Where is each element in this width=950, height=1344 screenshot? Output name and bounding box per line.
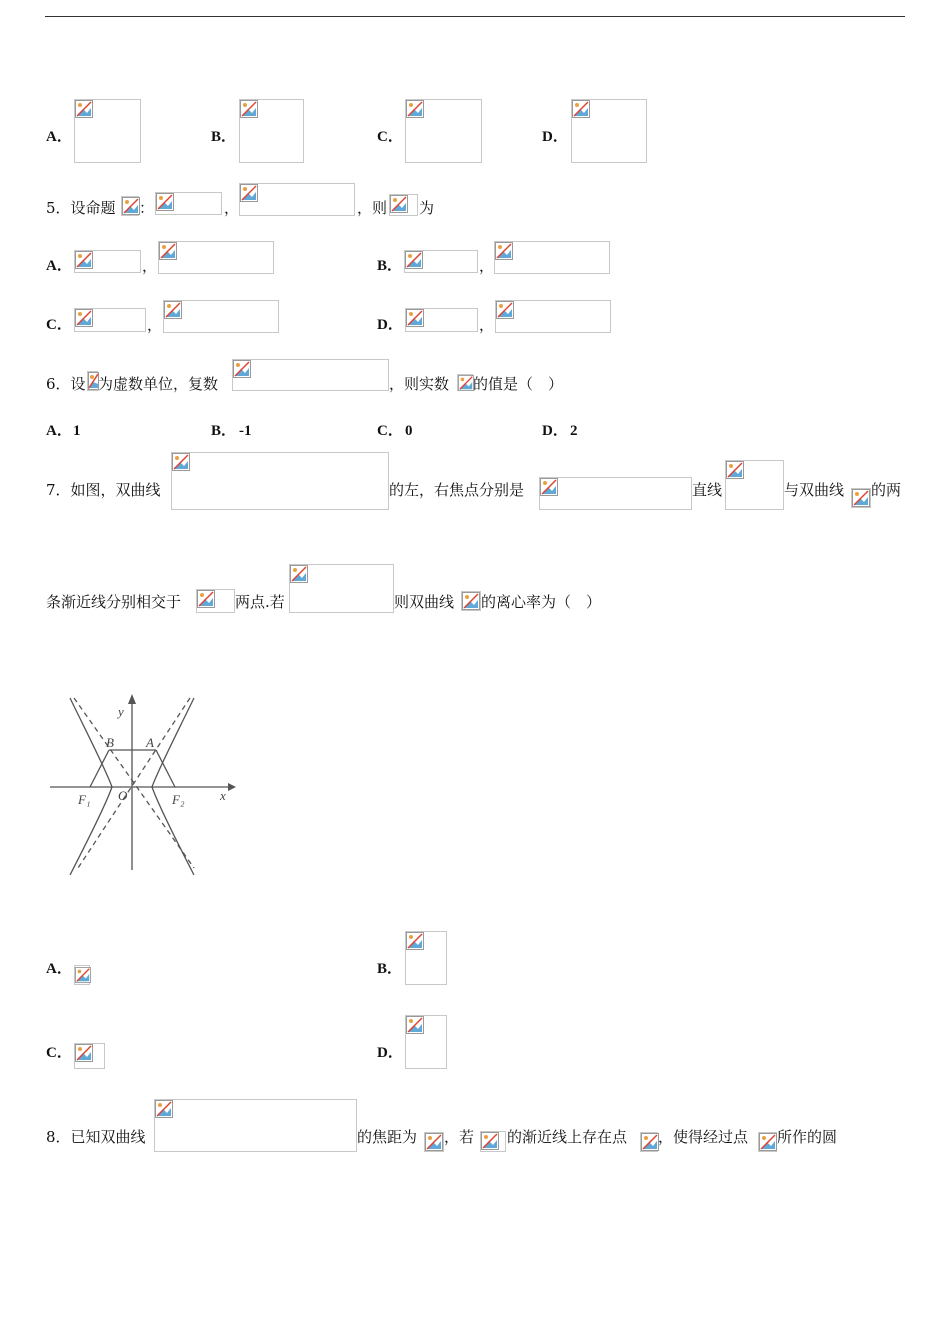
q4-option-c-image — [405, 99, 482, 163]
broken-image-icon — [122, 197, 140, 215]
q6-formula-image — [232, 359, 389, 391]
q5-option-c-comma: ， — [147, 316, 163, 334]
q7-option-a-image — [74, 965, 90, 985]
broken-image-icon — [156, 193, 174, 211]
q4-option-a-label: A． — [46, 129, 72, 145]
q8-prefix: 8．已知双曲线 — [46, 1128, 146, 1146]
q5-option-c-label: C． — [46, 317, 72, 333]
broken-image-icon — [481, 1132, 499, 1150]
q5-option-b-image — [494, 241, 610, 274]
broken-image-icon — [726, 461, 744, 479]
broken-image-icon — [240, 184, 258, 202]
x-axis-arrow — [228, 783, 236, 791]
q5-option-a-image — [158, 241, 274, 274]
q6-option-c-value: 0 — [405, 423, 413, 439]
q6-option-a-value: 1 — [73, 423, 81, 439]
broken-image-icon — [462, 592, 480, 610]
q4-option-a-image — [74, 99, 141, 163]
broken-image-icon — [155, 1100, 173, 1118]
q5-option-d-comma: ， — [479, 316, 495, 334]
q6-option-b-label: B． — [211, 423, 237, 439]
broken-image-icon — [197, 590, 215, 608]
broken-image-icon — [290, 565, 308, 583]
broken-image-icon — [240, 100, 258, 118]
segment-f1-b — [90, 750, 109, 787]
broken-image-icon — [75, 309, 93, 327]
broken-image-icon — [406, 932, 424, 950]
q7-formula-image — [461, 591, 481, 611]
q8-part5: 所作的圆 — [777, 1128, 838, 1146]
q5-comma: ， — [224, 199, 240, 217]
q4-option-d-label: D． — [542, 129, 568, 145]
broken-image-icon — [75, 100, 93, 118]
q8-part1: 的焦距为 — [357, 1128, 418, 1146]
q7-option-c-image — [74, 1043, 105, 1069]
broken-image-icon — [75, 966, 91, 984]
q5-formula-image — [121, 196, 139, 216]
broken-image-icon — [406, 309, 424, 327]
q7-formula-image — [196, 589, 235, 613]
q7-formula-image — [725, 460, 784, 510]
q7-line2-prefix: 条渐近线分别相交于 — [46, 593, 182, 611]
broken-image-icon — [164, 301, 182, 319]
q8-part4: ，使得经过点 — [658, 1128, 749, 1146]
q5-colon: ： — [139, 199, 155, 217]
broken-image-icon — [159, 242, 177, 260]
focus-f2-label: F₂ — [172, 792, 185, 807]
q5-option-a-image — [74, 250, 141, 273]
q5-option-a-label: A． — [46, 258, 72, 274]
point-b-label: B — [106, 735, 114, 750]
q5-formula-image — [239, 183, 355, 216]
q5-formula-image — [389, 194, 418, 216]
q7-part1: 的左，右焦点分别是 — [389, 481, 525, 499]
q6-part3: 的值是（ ） — [473, 375, 564, 393]
broken-image-icon — [641, 1133, 659, 1151]
q7-formula-image — [171, 452, 389, 510]
q4-option-b-label: B． — [211, 129, 237, 145]
q5-option-b-image — [404, 250, 478, 273]
q7-line2-part2: 则双曲线 — [394, 593, 455, 611]
q4-option-d-image — [571, 99, 647, 163]
broken-image-icon — [390, 195, 408, 213]
broken-image-icon — [75, 251, 93, 269]
q5-prefix: 5．设命题 — [46, 199, 116, 217]
q7-formula-image — [289, 564, 394, 613]
broken-image-icon — [406, 1016, 424, 1034]
q8-formula-image — [424, 1132, 444, 1152]
q7-formula-image — [539, 477, 692, 510]
q4-option-c-label: C． — [377, 129, 403, 145]
q8-formula-image — [154, 1099, 357, 1152]
q5-option-d-image — [495, 300, 611, 333]
q5-then: ，则 — [357, 199, 388, 217]
q6-part2: ，则实数 — [389, 375, 450, 393]
q7-option-c-label: C． — [46, 1045, 72, 1061]
broken-image-icon — [496, 301, 514, 319]
broken-image-icon — [759, 1133, 777, 1151]
q7-line2-part1: 两点.若 — [235, 593, 285, 611]
q8-formula-image — [480, 1131, 506, 1152]
broken-image-icon — [458, 375, 474, 391]
q8-formula-image — [758, 1132, 777, 1152]
origin-label: O — [118, 788, 128, 803]
q5-suffix: 为 — [419, 199, 435, 217]
q5-option-d-label: D． — [377, 317, 403, 333]
q5-formula-image — [155, 192, 222, 215]
q6-prefix: 6．设 — [46, 375, 86, 393]
hyperbola-figure — [48, 690, 238, 875]
q6-option-d-value: 2 — [570, 423, 578, 439]
q8-formula-image — [640, 1132, 658, 1152]
broken-image-icon — [406, 100, 424, 118]
broken-image-icon — [75, 1044, 93, 1062]
y-axis-arrow — [128, 694, 136, 704]
q7-line2-part3: 的离心率为（ ） — [481, 593, 602, 611]
q5-option-b-comma: ， — [479, 257, 495, 275]
q7-part2: 直线 — [692, 481, 723, 499]
header-rule — [45, 16, 905, 17]
q7-option-a-label: A． — [46, 961, 72, 977]
q6-option-a-label: A． — [46, 423, 72, 439]
q7-part3: 与双曲线 — [784, 481, 845, 499]
broken-image-icon — [233, 360, 251, 378]
broken-image-icon — [495, 242, 513, 260]
q7-option-d-image — [405, 1015, 447, 1069]
x-axis-label: x — [220, 788, 226, 803]
broken-image-icon — [540, 478, 558, 496]
broken-image-icon — [405, 251, 423, 269]
y-axis-label: y — [118, 704, 124, 719]
q5-option-c-image — [74, 308, 146, 332]
q6-option-b-value: -1 — [239, 423, 252, 439]
q6-option-c-label: C． — [377, 423, 403, 439]
q5-option-b-label: B． — [377, 258, 403, 274]
q8-part3: 的渐近线上存在点 — [507, 1128, 628, 1146]
q7-formula-image — [851, 488, 871, 508]
q7-part4: 的两 — [871, 481, 902, 499]
q6-part1: 为虚数单位，复数 — [98, 375, 219, 393]
q8-part2: ，若 — [444, 1128, 475, 1146]
point-a-label: A — [146, 735, 154, 750]
q5-option-d-image — [405, 308, 478, 332]
focus-f1-label: F₁ — [78, 792, 91, 807]
broken-image-icon — [172, 453, 190, 471]
q4-option-b-image — [239, 99, 304, 163]
q6-formula-image — [87, 371, 98, 391]
q6-formula-image — [457, 374, 473, 391]
q7-prefix: 7．如图，双曲线 — [46, 481, 161, 499]
q6-option-d-label: D． — [542, 423, 568, 439]
q7-option-b-label: B． — [377, 961, 403, 977]
broken-image-icon — [572, 100, 590, 118]
broken-image-icon — [425, 1133, 443, 1151]
q5-option-a-comma: ， — [142, 257, 158, 275]
q5-option-c-image — [163, 300, 279, 333]
q7-option-b-image — [405, 931, 447, 985]
q7-option-d-label: D． — [377, 1045, 403, 1061]
broken-image-icon — [852, 489, 870, 507]
